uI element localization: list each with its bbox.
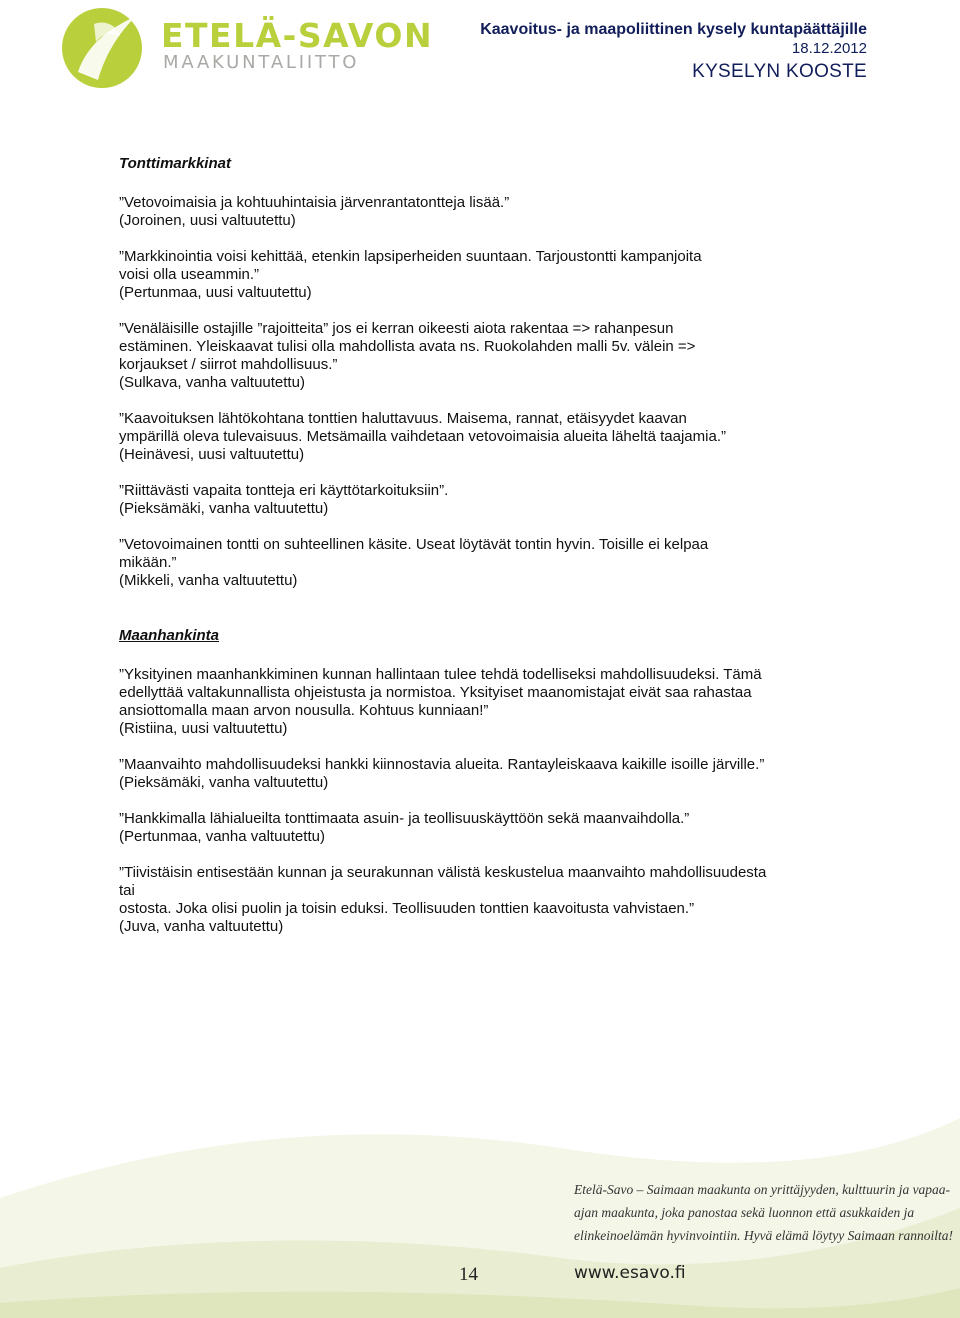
quote-line: edellyttää valtakunnallista ohjeistusta ja normistoa. Yksityiset maanomistajat eivät saa rahastaa [119,684,752,701]
header-subtitle: KYSELYN KOOSTE [692,61,867,82]
header-date: 18.12.2012 [791,40,867,57]
quote-line: ”Kaavoituksen lähtökohtana tonttien haluttavuus. Maisema, rannat, etäisyydet kaavan [119,410,687,427]
slogan-line: ajan maakunta, joka panostaa sekä luonnon että asukkaiden ja [574,1205,915,1220]
website-link[interactable]: www.esavo.fi [574,1263,686,1283]
quote-item [119,482,779,518]
quote-attribution: (Mikkeli, vanha valtuutettu) [119,572,298,589]
quote-item [119,320,779,392]
quote-item [119,536,779,590]
quote-line: ansiottomalla maan arvon nousulla. Kohtuus kunniaan!” [119,702,489,719]
quote-line: ympärillä oleva tulevaisuus. Metsämailla vaihdetaan vetovoimaisia alueita läheltä taajamia.” [119,428,726,445]
quote-line: ”Vetovoimainen tontti on suhteellinen käsite. Useat löytävät tontin hyvin. Toisille ei kelpaa [119,536,709,553]
quote-attribution: (Pertunmaa, vanha valtuutettu) [119,828,325,845]
quote-line: ”Maanvaihto mahdollisuudeksi hankki kiinnostavia alueita. Rantayleiskaava kaikille isoille järville.” [119,756,765,773]
slogan-line: Etelä-Savo – Saimaan maakunta on yrittäjyyden, kulttuurin ja vapaa- [574,1182,951,1197]
quote-line: korjaukset / siirrot mahdollisuus.” [119,356,338,373]
quote-line: ”Vetovoimaisia ja kohtuuhintaisia järvenrantatontteja lisää.” [119,194,510,211]
quote-attribution: (Juva, vanha valtuutettu) [119,918,284,935]
document-body [119,154,779,954]
quote-line: estäminen. Yleiskaavat tulisi olla mahdollista avata ns. Ruokolahden malli 5v. välein => [119,338,696,355]
quote-item [119,194,779,230]
quote-line: ”Hankkimalla lähialueilta tonttimaata asuin- ja teollisuuskäyttöön sekä maanvaihdolla.” [119,810,690,827]
section-heading: Tonttimarkkinat [119,155,231,172]
header-title: Kaavoitus- ja maapoliittinen kysely kuntapäättäjille [480,21,867,38]
quote-line: ”Yksityinen maanhankkiminen kunnan hallintaan tulee tehdä todelliseksi mahdollisuudeksi. Tämä [119,666,762,683]
quote-item [119,666,779,738]
leaf-emblem-icon [58,2,158,90]
quote-item [119,864,779,936]
quote-line: ”Tiivistäisin entisestään kunnan ja seurakunnan välistä keskustelua maanvaihto mahdollisuudesta tai [119,864,767,899]
quote-attribution: (Heinävesi, uusi valtuutettu) [119,446,305,463]
page-number: 14 [459,1264,478,1285]
section-heading: Maanhankinta [119,627,220,644]
quote-item [119,810,779,846]
quote-attribution: (Ristiina, uusi valtuutettu) [119,720,288,737]
quote-attribution: (Pieksämäki, vanha valtuutettu) [119,774,329,791]
quote-attribution: (Pertunmaa, uusi valtuutettu) [119,284,312,301]
quote-line: ”Riittävästi vapaita tontteja eri käyttötarkoituksiin”. [119,482,449,499]
quote-item [119,410,779,464]
quote-attribution: (Joroinen, uusi valtuutettu) [119,212,296,229]
quote-line: voisi olla useammin.” [119,266,260,283]
logo-subtitle: MAAKUNTALIITTO [163,52,360,73]
quote-attribution: (Pieksämäki, vanha valtuutettu) [119,500,329,517]
footer-slogan [574,1178,954,1247]
section-maanhankinta [119,626,779,936]
organization-logo [58,2,434,90]
logo-name: ETELÄ-SAVON [161,16,434,55]
quote-line: ”Markkinointia voisi kehittää, etenkin lapsiperheiden suuntaan. Tarjoustontti kampanjoita [119,248,702,265]
slogan-line: elinkeinoelämän hyvinvointiin. Hyvä elämä löytyy Saimaan rannoilta! [574,1228,954,1243]
quote-line: ostosta. Joka olisi puolin ja toisin eduksi. Teollisuuden tonttien kaavoitusta vahvistaen.” [119,900,695,917]
document-header [480,20,867,85]
quote-item [119,248,779,302]
quote-item [119,756,779,792]
quote-line: mikään.” [119,554,177,571]
quote-line: ”Venäläisille ostajille ”rajoitteita” jos ei kerran oikeesti aiota rakentaa => rahanpesun [119,320,674,337]
section-tonttimarkkinat [119,154,779,590]
quote-attribution: (Sulkava, vanha valtuutettu) [119,374,305,391]
